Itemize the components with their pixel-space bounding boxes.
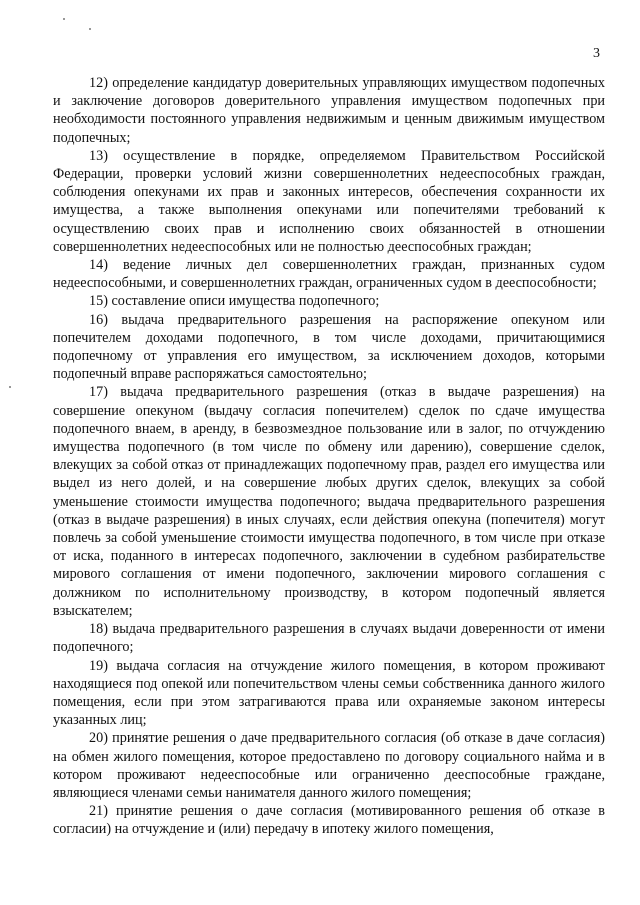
paragraph-13: 13) осуществление в порядке, определяемом Правительством Российской Федерации, проверки условий жизни совершеннолетних недееспособных граждан, соблюдения опекунами их прав и законных интересов, обеспечения сохранности их имущества, а также выполнения опекунами или попечителями требований к осуществлению своих прав и исполнению своих обязанностей в отношении совершеннолетних недееспособных или не полностью дееспособных граждан; xyxy=(53,147,605,255)
scan-speck xyxy=(9,386,11,388)
paragraph-19: 19) выдача согласия на отчуждение жилого помещения, в котором проживают находящиеся под опекой или попечительством члены семьи собственника данного жилого помещения, если при этом затрагиваются права или охраняемые законом интересы указанных лиц; xyxy=(53,657,605,729)
scan-speck xyxy=(89,28,91,30)
paragraph-20: 20) принятие решения о даче предварительного согласия (об отказе в даче согласия) на обмен жилого помещения, которое предоставлено по договору социального найма и в котором проживают недееспособные или ограниченно дееспособные граждане, являющиеся членами семьи нанимателя данного жилого помещения; xyxy=(53,730,605,801)
paragraph-21: 21) принятие решения о даче согласия (мотивированного решения об отказе в согласии) на отчуждение и (или) передачу в ипотеку жилого помещения, xyxy=(53,803,605,838)
paragraph-16: 16) выдача предварительного разрешения на распоряжение опекуном или попечителем доходами подопечного, в том числе доходами, причитающимися подопечному от управления его имуществом, за исключением доходов, которыми подопечный вправе распоряжаться самостоятельно; xyxy=(53,311,605,383)
paragraph-18: 18) выдача предварительного разрешения в случаях выдачи доверенности от имени подопечного; xyxy=(53,621,605,656)
scan-speck xyxy=(63,18,65,20)
paragraph-14: 14) ведение личных дел совершеннолетних граждан, признанных судом недееспособными, и совершеннолетних граждан, ограниченных судом в дееспособности; xyxy=(53,257,605,292)
page-number: 3 xyxy=(593,46,600,61)
paragraph-17: 17) выдача предварительного разрешения (отказ в выдаче разрешения) на совершение опекуном (выдачу согласия попечителем) сделок по сдаче имущества подопечного внаем, в аренду, в безвозмездное пользование или в залог, по отчуждению имущества подопечного (в том числе по обмену или дарению), совершение сделок, влекущих за собой отказ от принадлежащих подопечному прав, раздел его имущества или выдел из него долей, и на совершение любых других сделок, влекущих за собой уменьшение стоимости имущества подопечного; выдача предварительного разрешения (отказ в выдаче разрешения) в иных случаях, если действия опекуна (попечителя) могут повлечь за собой уменьшение стоимости имущества подопечного, в том числе при отказе от иска, поданного в интересах подопечного, заключении в судебном разбирательстве мирового соглашения от имени подопечного, заключении мирового соглашения с должником по исполнительному производству, в котором подопечный является взыскателем; xyxy=(53,384,605,619)
document-body xyxy=(53,74,605,839)
paragraph-12: 12) определение кандидатур доверительных управляющих имуществом подопечных и заключение договоров доверительного управления имуществом подопечных при необходимости постоянного управления недвижимым и ценным движимым имуществом подопечных; xyxy=(53,75,605,146)
paragraph-15: 15) составление описи имущества подопечного; xyxy=(89,293,380,310)
